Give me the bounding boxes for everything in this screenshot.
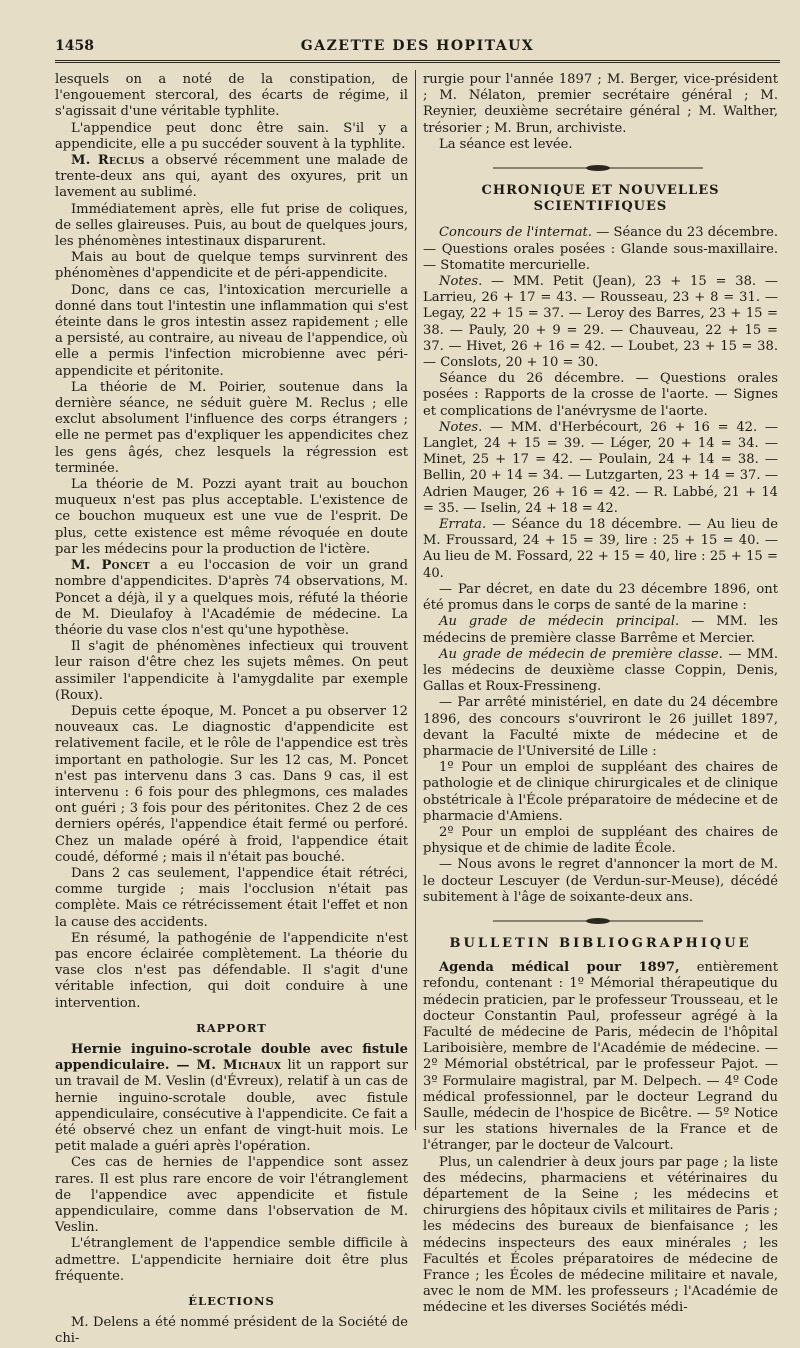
paragraph: Agenda médical pour 1897, entièrement refondu, contenant : 1º Mémorial thérapeutique du médecin praticien, par le professeur Trousseau, et le docteur Constantin Paul, professeur agrégé à la Faculté de médecine de Paris, médecin de l'hôpital Lariboisière, membre de l'Académie de médecine. — 2º Mémorial obstétrical, par le professeur Pajot. — 3º Formulaire magistral, par M. Delpech. — 4º Code médical professionnel, par le docteur Legrand du Saulle, médecin de l'hospice de Bicêtre. — 5º Notice sur les stations hivernales de la France et de l'étranger, par le docteur de Valcourt. (423, 960, 778, 1154)
ornament-divider (423, 914, 778, 928)
rapport-title: Hernie inguino-scrotale double avec fistule appendiculaire. (55, 1041, 408, 1074)
left-column (55, 72, 408, 1348)
paragraph: — Par décret, en date du 23 décembre 1896, ont été promus dans le corps de santé de la marine : (423, 581, 778, 614)
paragraph: Notes. — MM. d'Herbécourt, 26 + 16 = 42. — Langlet, 24 + 15 = 39. — Léger, 20 + 14 = 34. — Minet, 25 + 17 = 42. — Poulain, 24 + 14 = 38. — Bellin, 20 + 14 = 34. — Lutzgarten, 23 + 14 = 37. — Adrien Mauger, 26 + 16 = 42. — R. Labbé, 21 + 14 = 35. — Iselin, 24 + 18 = 42. (423, 419, 778, 516)
paragraph: La séance est levée. (439, 136, 573, 152)
paragraph: Errata. — Séance du 18 décembre. — Au lieu de M. Froussard, 24 + 15 = 39, lire : 25 + 15 = 40. — Au lieu de M. Fossard, 22 + 15 = 40, lire : 25 + 15 = 40. (423, 517, 778, 581)
paragraph: L'appendice peut donc être sain. S'il y a appendicite, elle a pu succéder souvent à la typhlite. (55, 120, 408, 152)
paragraph: M. Delens a été nommé président de la Société de chi- (55, 1315, 408, 1347)
paragraph: — Par arrêté ministériel, en date du 24 décembre 1896, des concours s'ouvriront le 26 juillet 1897, devant la Faculté mixte de médecine et de pharmacie de l'Université de Lille : (423, 695, 778, 759)
ornament-divider (423, 161, 778, 175)
section-heading-elections: ÉLECTIONS (188, 1294, 275, 1309)
paragraph: rurgie pour l'année 1897 ; M. Berger, vice-président ; M. Nélaton, premier secrétaire général ; M. Reynier, deuxième secrétaire général ; M. Walther, trésorier ; M. Brun, archiviste. (423, 72, 778, 136)
section-heading-rapport: RAPPORT (196, 1020, 267, 1035)
paragraph: Immédiatement après, elle fut prise de coliques, de selles glaireuses. Puis, au bout de quelques jours, les phénomènes intestinaux disparurent. (55, 201, 408, 250)
paragraph: M. Reclus a observé récemment une malade de trente-deux ans qui, ayant des oxyures, prit un lavement au sublimé. (55, 153, 408, 201)
header-rule (55, 60, 780, 63)
column-divider (415, 70, 416, 1130)
right-column (423, 72, 778, 1317)
paragraph: — Nous avons le regret d'annoncer la mort de M. le docteur Lescuyer (de Verdun-sur-Meuse), décédé subitement à l'âge de soixante-deux ans. (423, 857, 778, 905)
paragraph: Hernie inguino-scrotale double avec fistule appendiculaire. — M. Michaux lit un rapport sur un travail de M. Veslin (d'Évreux), relatif à un cas de hernie inguino-scrotale double, avec fistule appendiculaire, consécutive à l'appendicite. Ce fait a été observé chez un enfant de vingt-huit mois. Le petit malade a guéri après l'opération. (55, 1041, 408, 1155)
paragraph: Mais au bout de quelque temps survinrent des phénomènes d'appendicite et de péri-appendicite. (55, 250, 408, 282)
paragraph: Depuis cette époque, M. Poncet a pu observer 12 nouveaux cas. Le diagnostic d'appendicite est relativement facile, et le rôle de l'appendice est très important en pathologie. Sur les 12 cas, M. Poncet n'est pas intervenu dans 3 cas. Dans 9 cas, il est intervenu : 6 fois pour des phlegmons, ces malades ont guéri ; 3 fois pour des péritonites. Chez 2 de ces derniers opérés, l'appendice était fermé ou perforé. Chez un malade opéré à froid, l'appendice était coudé, déformé ; mais il n'était pas bouché. (55, 703, 408, 865)
paragraph: Au grade de médecin principal. — MM. les médecins de première classe Barrême et Mercier. (423, 614, 778, 646)
paragraph: Concours de l'internat. — Séance du 23 décembre. — Questions orales posées : Glande sous-maxillaire. — Stomatite mercurielle. (423, 225, 778, 273)
paragraph: Ces cas de hernies de l'appendice sont assez rares. Il est plus rare encore de voir l'étranglement de l'appendice avec appendicite et fistule appendiculaire, comme dans l'observation de M. Veslin. (55, 1155, 408, 1236)
paragraph: Plus, un calendrier à deux jours par page ; la liste des médecins, pharmaciens et vétérinaires du département de la Seine ; les médecins et chirurgiens des hôpitaux civils et militaires de Paris ; les médecins des bureaux de bienfaisance ; les médecins inspecteurs des eaux minérales ; les Facultés et Écoles préparatoires de médecine de France ; les Écoles de médecine militaire et navale, avec le nom de MM. les professeurs ; l'Académie de médecine et les diverses Sociétés médi- (423, 1154, 778, 1316)
speaker-name: M. Poncet (71, 558, 150, 574)
section-heading-bulletin: BULLETIN BIBLIOGRAPHIQUE (449, 935, 752, 951)
section-heading-chronique: CHRONIQUE ET NOUVELLES SCIENTIFIQUES (481, 183, 720, 215)
paragraph: 1º Pour un emploi de suppléant des chaires de pathologie et de clinique chirurgicales et de clinique obstétricale à l'École préparatoire de médecine et de pharmacie d'Amiens. (423, 760, 778, 824)
speaker-name: M. Reclus (71, 153, 145, 169)
paragraph: L'étranglement de l'appendice semble difficile à admettre. L'appendicite herniaire doit être plus fréquente. (55, 1236, 408, 1284)
paragraph: 2º Pour un emploi de suppléant des chaires de physique et de chimie de ladite École. (423, 824, 778, 857)
paragraph: Notes. — MM. Petit (Jean), 23 + 15 = 38. — Larrieu, 26 + 17 = 43. — Rousseau, 23 + 8 = 31. — Legay, 22 + 15 = 37. — Leroy des Barres, 23 + 15 = 38. — Pauly, 20 + 9 = 29. — Chauveau, 22 + 15 = 37. — Hivet, 26 + 16 = 42. — Loubet, 23 + 15 = 38. — Conslots, 20 + 10 = 30. (423, 274, 778, 371)
page-header (55, 36, 780, 56)
paragraph: Au grade de médecin de première classe. — MM. les médecins de deuxième classe Coppin, Denis, Gallas et Roux-Fressineng. (423, 646, 778, 695)
paragraph: Dans 2 cas seulement, l'appendice était rétréci, comme turgide ; mais l'occlusion n'était pas complète. Mais ce rétrécissement était l'effet et non la cause des accidents. (55, 865, 408, 930)
journal-title: GAZETTE DES HOPITAUX (300, 38, 535, 54)
paragraph: M. Poncet a eu l'occasion de voir un grand nombre d'appendicites. D'après 74 observations, M. Poncet a déjà, il y a quelques mois, réfuté la théorie de M. Dieulafoy à l'Académie de médecine. La théorie du vase clos n'est qu'une hypothèse. (55, 558, 408, 638)
page-number: 1458 (55, 38, 94, 54)
paragraph: Il s'agit de phénomènes infectieux qui trouvent leur raison d'être chez les sujets mêmes. On peut assimiler l'appendicite à l'amygdalite par exemple (Roux). (55, 639, 408, 703)
paragraph: lesquels on a noté de la constipation, de l'engouement stercoral, des écarts de régime, il s'agissait d'une véritable typhlite. (55, 72, 408, 120)
paragraph: La théorie de M. Pozzi ayant trait au bouchon muqueux n'est pas plus acceptable. L'existence de ce bouchon muqueux est une vue de l'esprit. De plus, cette existence est même révoquée en doute par les médecins pour la production de l'ictère. (55, 477, 408, 557)
paragraph: En résumé, la pathogénie de l'appendicite n'est pas encore éclairée complètement. La théorie du vase clos n'est pas défendable. Il s'agit d'une véritable infection, qui doit conduire à une intervention. (55, 930, 408, 1011)
paragraph: La théorie de M. Poirier, soutenue dans la dernière séance, ne séduit guère M. Reclus ; elle exclut absolument l'influence des corps étrangers ; elle ne permet pas d'expliquer les appendicites chez les gens âgés, chez lesquels la régression est terminée. (55, 379, 408, 476)
paragraph: Séance du 26 décembre. — Questions orales posées : Rapports de la crosse de l'aorte. — Signes et complications de l'anévrysme de l'aorte. (423, 371, 778, 419)
paragraph: Donc, dans ce cas, l'intoxication mercurielle a donné dans tout l'intestin une inflammation qui s'est éteinte dans le gros intestin assez rapidement ; elle a persisté, au contraire, au niveau de l'appendice, où elle a permis l'infection microbienne avec péri-appendicite et péritonite. (55, 282, 408, 379)
